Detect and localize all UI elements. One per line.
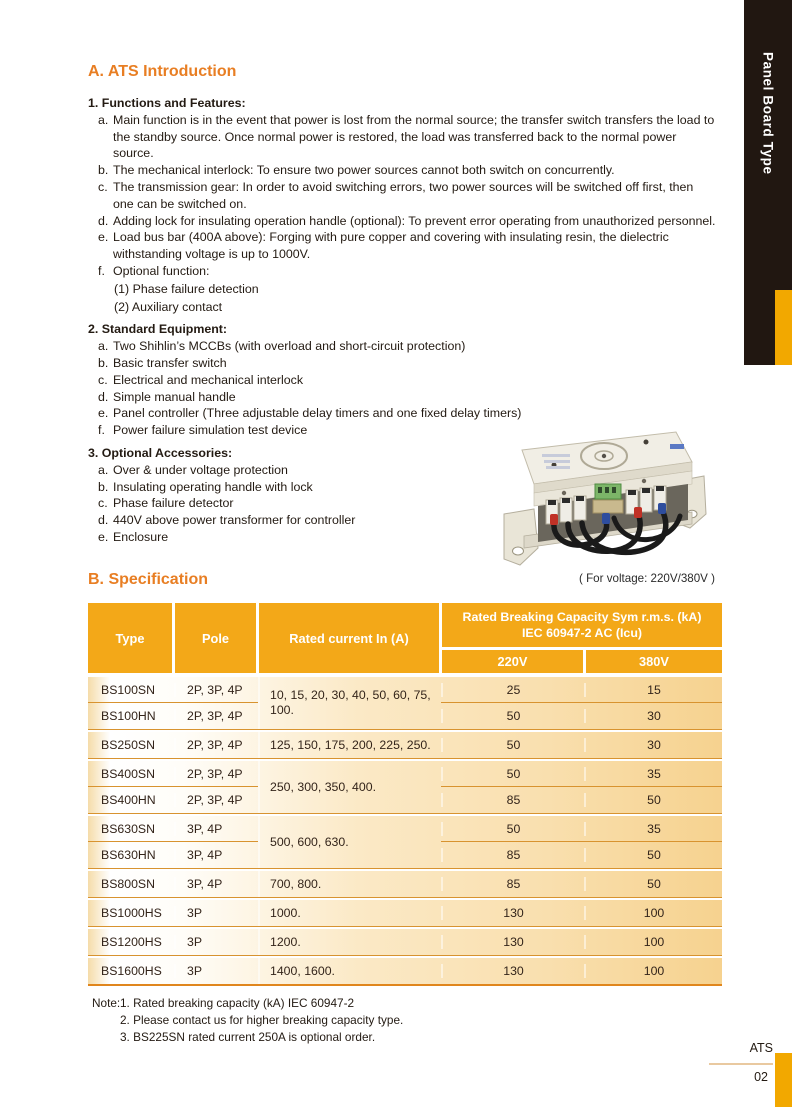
cell-type: BS400HN bbox=[101, 793, 156, 807]
cell-pole: 3P bbox=[174, 906, 258, 920]
cell-ka-220v: 50 bbox=[441, 767, 584, 781]
note-item: 3. BS225SN rated current 250A is optional order. bbox=[120, 1030, 376, 1044]
intro-section-1 bbox=[88, 95, 716, 315]
cell-ka-380v: 100 bbox=[584, 935, 722, 949]
list-item-label: c. bbox=[98, 496, 108, 511]
list-item bbox=[98, 355, 716, 372]
section-title: 3. Optional Accessories: bbox=[88, 445, 233, 460]
breaking-capacity-line2: IEC 60947-2 AC (Icu) bbox=[521, 626, 643, 640]
list-item bbox=[98, 263, 716, 280]
list-item bbox=[98, 229, 716, 263]
cell-ka-380v: 50 bbox=[584, 877, 722, 891]
cell-pole: 3P bbox=[174, 964, 258, 978]
list-item-label: a. bbox=[98, 339, 109, 354]
list-item-text: Electrical and mechanical interlock bbox=[113, 372, 304, 387]
list-item-text: Over & under voltage protection bbox=[113, 462, 288, 477]
cell-ka-220v: 130 bbox=[441, 964, 584, 978]
list-item-text: (1) Phase failure detection bbox=[114, 281, 259, 296]
cell-rated-current: 10, 15, 20, 30, 40, 50, 60, 75, 100. bbox=[270, 688, 431, 717]
list-item-text: Enclosure bbox=[113, 529, 169, 544]
col-header-type: Type bbox=[88, 603, 172, 673]
note-item: 1. Rated breaking capacity (kA) IEC 60947-2 bbox=[120, 996, 355, 1010]
cell-type: BS250SN bbox=[101, 738, 156, 752]
list-item bbox=[98, 389, 716, 406]
note-item: 2. Please contact us for higher breaking capacity type. bbox=[120, 1013, 404, 1027]
list-item bbox=[114, 299, 716, 316]
cell-pole: 2P, 3P, 4P bbox=[174, 709, 258, 723]
table-group bbox=[88, 732, 722, 759]
col-header-rated-current: Rated current In (A) bbox=[259, 603, 439, 673]
list-item-label: d. bbox=[98, 389, 109, 404]
col-header-breaking-capacity bbox=[442, 603, 722, 647]
footer-category: ATS bbox=[749, 1041, 773, 1055]
list-item-label: a. bbox=[98, 112, 109, 127]
list-item-text: Two Shihlin’s MCCBs (with overload and short-circuit protection) bbox=[113, 339, 466, 354]
cell-ka-220v: 85 bbox=[441, 793, 584, 807]
cell-rated-current: 125, 150, 175, 200, 225, 250. bbox=[270, 737, 431, 752]
list-item-label: e. bbox=[98, 529, 109, 544]
breaking-capacity-line1: Rated Breaking Capacity Sym r.m.s. (kA) bbox=[462, 609, 702, 624]
cell-rated-current: 1000. bbox=[270, 905, 301, 920]
heading-ats-introduction: A. ATS Introduction bbox=[88, 63, 237, 80]
list-item bbox=[98, 179, 716, 213]
list-item-text: Main function is in the event that power is lost from the normal source; the transfer switch transfers the load to the standby source. Once normal power is restored, the load was transferred back to the normal power source. bbox=[113, 112, 715, 161]
ats-product-illustration bbox=[494, 418, 718, 570]
table-group bbox=[88, 929, 722, 956]
list-item-text: Load bus bar (400A above): Forging with pure copper and covering with insulating resin, the dielectric withstanding voltage is up to 1000V. bbox=[113, 230, 669, 262]
table-group bbox=[88, 958, 722, 986]
list-item-label: b. bbox=[98, 355, 109, 370]
cell-rated-current: 500, 600, 630. bbox=[270, 834, 349, 849]
cell-pole: 2P, 3P, 4P bbox=[174, 767, 258, 781]
cell-ka-380v: 35 bbox=[584, 767, 722, 781]
list-item bbox=[98, 338, 716, 355]
list-item-label: e. bbox=[98, 406, 109, 421]
list-item-label: e. bbox=[98, 230, 109, 245]
col-header-380v: 380V bbox=[586, 650, 722, 673]
col-header-breaking-capacity-group bbox=[442, 603, 722, 673]
cell-ka-380v: 100 bbox=[584, 964, 722, 978]
col-subheaders bbox=[442, 650, 722, 673]
cell-ka-380v: 100 bbox=[584, 906, 722, 920]
sidebar-accent-block bbox=[775, 290, 792, 365]
list-item-label: f. bbox=[98, 423, 105, 438]
list-item-text: The transmission gear: In order to avoid switching errors, two power sources will be switched off first, then one can be switched on. bbox=[113, 179, 694, 211]
list-item-label: c. bbox=[98, 372, 108, 387]
cell-pole: 3P, 4P bbox=[174, 848, 258, 862]
cell-type: BS630SN bbox=[101, 822, 156, 836]
list-item bbox=[98, 213, 716, 230]
cell-ka-220v: 85 bbox=[441, 848, 584, 862]
list-item bbox=[98, 162, 716, 179]
list-item-text: Power failure simulation test device bbox=[113, 423, 308, 438]
list-item-label: b. bbox=[98, 479, 109, 494]
list-item-text: Phase failure detector bbox=[113, 496, 234, 511]
cell-ka-220v: 130 bbox=[441, 935, 584, 949]
cell-ka-380v: 30 bbox=[584, 738, 722, 752]
note-items bbox=[120, 995, 403, 1046]
notes-block bbox=[92, 995, 403, 1046]
list-item-text: Adding lock for insulating operation handle (optional): To prevent error operating from unauthorized personnel. bbox=[113, 213, 716, 228]
cell-pole: 3P bbox=[174, 935, 258, 949]
cell-pole: 3P, 4P bbox=[174, 822, 258, 836]
spec-table-header bbox=[88, 603, 722, 673]
cell-ka-380v: 15 bbox=[584, 683, 722, 697]
list-item-label: f. bbox=[98, 263, 105, 278]
cell-type: BS400SN bbox=[101, 767, 156, 781]
cell-type: BS1200HS bbox=[101, 935, 162, 949]
cell-type: BS800SN bbox=[101, 877, 156, 891]
cell-rated-current: 700, 800. bbox=[270, 876, 322, 891]
product-caption: ( For voltage: 220V/380V ) bbox=[579, 572, 715, 585]
cell-ka-220v: 50 bbox=[441, 738, 584, 752]
list-item-text: Insulating operating handle with lock bbox=[113, 479, 313, 494]
cell-pole: 2P, 3P, 4P bbox=[174, 793, 258, 807]
cell-type: BS1000HS bbox=[101, 906, 162, 920]
spec-table bbox=[88, 603, 722, 986]
cell-ka-380v: 35 bbox=[584, 822, 722, 836]
list-item-label: c. bbox=[98, 179, 108, 194]
col-header-220v: 220V bbox=[442, 650, 583, 673]
cell-ka-380v: 30 bbox=[584, 709, 722, 723]
section-title: 2. Standard Equipment: bbox=[88, 322, 228, 337]
col-header-pole: Pole bbox=[175, 603, 256, 673]
sidebar-label: Panel Board Type bbox=[760, 52, 776, 175]
table-group bbox=[88, 761, 722, 814]
spec-table-body bbox=[88, 677, 722, 986]
list-item-label: b. bbox=[98, 163, 109, 178]
list-item-text: Panel controller (Three adjustable delay timers and one fixed delay timers) bbox=[113, 406, 522, 421]
cell-rated-current: 1200. bbox=[270, 934, 301, 949]
footer-divider bbox=[709, 1063, 773, 1065]
cell-pole: 2P, 3P, 4P bbox=[174, 738, 258, 752]
list-item-text: Simple manual handle bbox=[113, 389, 236, 404]
list-item-text: (2) Auxiliary contact bbox=[114, 299, 223, 314]
table-group bbox=[88, 677, 722, 730]
cell-pole: 3P, 4P bbox=[174, 877, 258, 891]
heading-specification: B. Specification bbox=[88, 571, 209, 588]
table-group bbox=[88, 871, 722, 898]
cell-pole: 2P, 3P, 4P bbox=[174, 683, 258, 697]
list-item-label: d. bbox=[98, 513, 109, 528]
section-title: 1. Functions and Features: bbox=[88, 96, 246, 110]
cell-type: BS100HN bbox=[101, 709, 156, 723]
list-item bbox=[114, 281, 716, 298]
list-item-label: a. bbox=[98, 462, 109, 477]
cell-ka-220v: 130 bbox=[441, 906, 584, 920]
cell-ka-380v: 50 bbox=[584, 848, 722, 862]
list-item bbox=[98, 112, 716, 162]
list-item-label: d. bbox=[98, 213, 109, 228]
cell-rated-current: 1400, 1600. bbox=[270, 963, 335, 978]
cell-rated-current: 250, 300, 350, 400. bbox=[270, 779, 376, 794]
cell-type: BS100SN bbox=[101, 683, 156, 697]
cell-ka-380v: 50 bbox=[584, 793, 722, 807]
cell-type: BS1600HS bbox=[101, 964, 162, 978]
cell-ka-220v: 25 bbox=[441, 683, 584, 697]
list-item-text: Optional function: bbox=[113, 263, 210, 278]
list-item-text: 440V above power transformer for controller bbox=[113, 513, 356, 528]
list-item bbox=[98, 372, 716, 389]
list-item-text: Basic transfer switch bbox=[113, 355, 227, 370]
cell-ka-220v: 50 bbox=[441, 822, 584, 836]
cell-ka-220v: 50 bbox=[441, 709, 584, 723]
notes-label: Note: bbox=[92, 996, 121, 1010]
cell-type: BS630HN bbox=[101, 848, 156, 862]
table-group bbox=[88, 816, 722, 869]
footer-accent-block bbox=[775, 1053, 792, 1107]
footer-page-number: 02 bbox=[754, 1070, 768, 1084]
table-group bbox=[88, 900, 722, 927]
cell-ka-220v: 85 bbox=[441, 877, 584, 891]
list-item-text: The mechanical interlock: To ensure two power sources cannot both switch on concurrently. bbox=[113, 163, 615, 178]
